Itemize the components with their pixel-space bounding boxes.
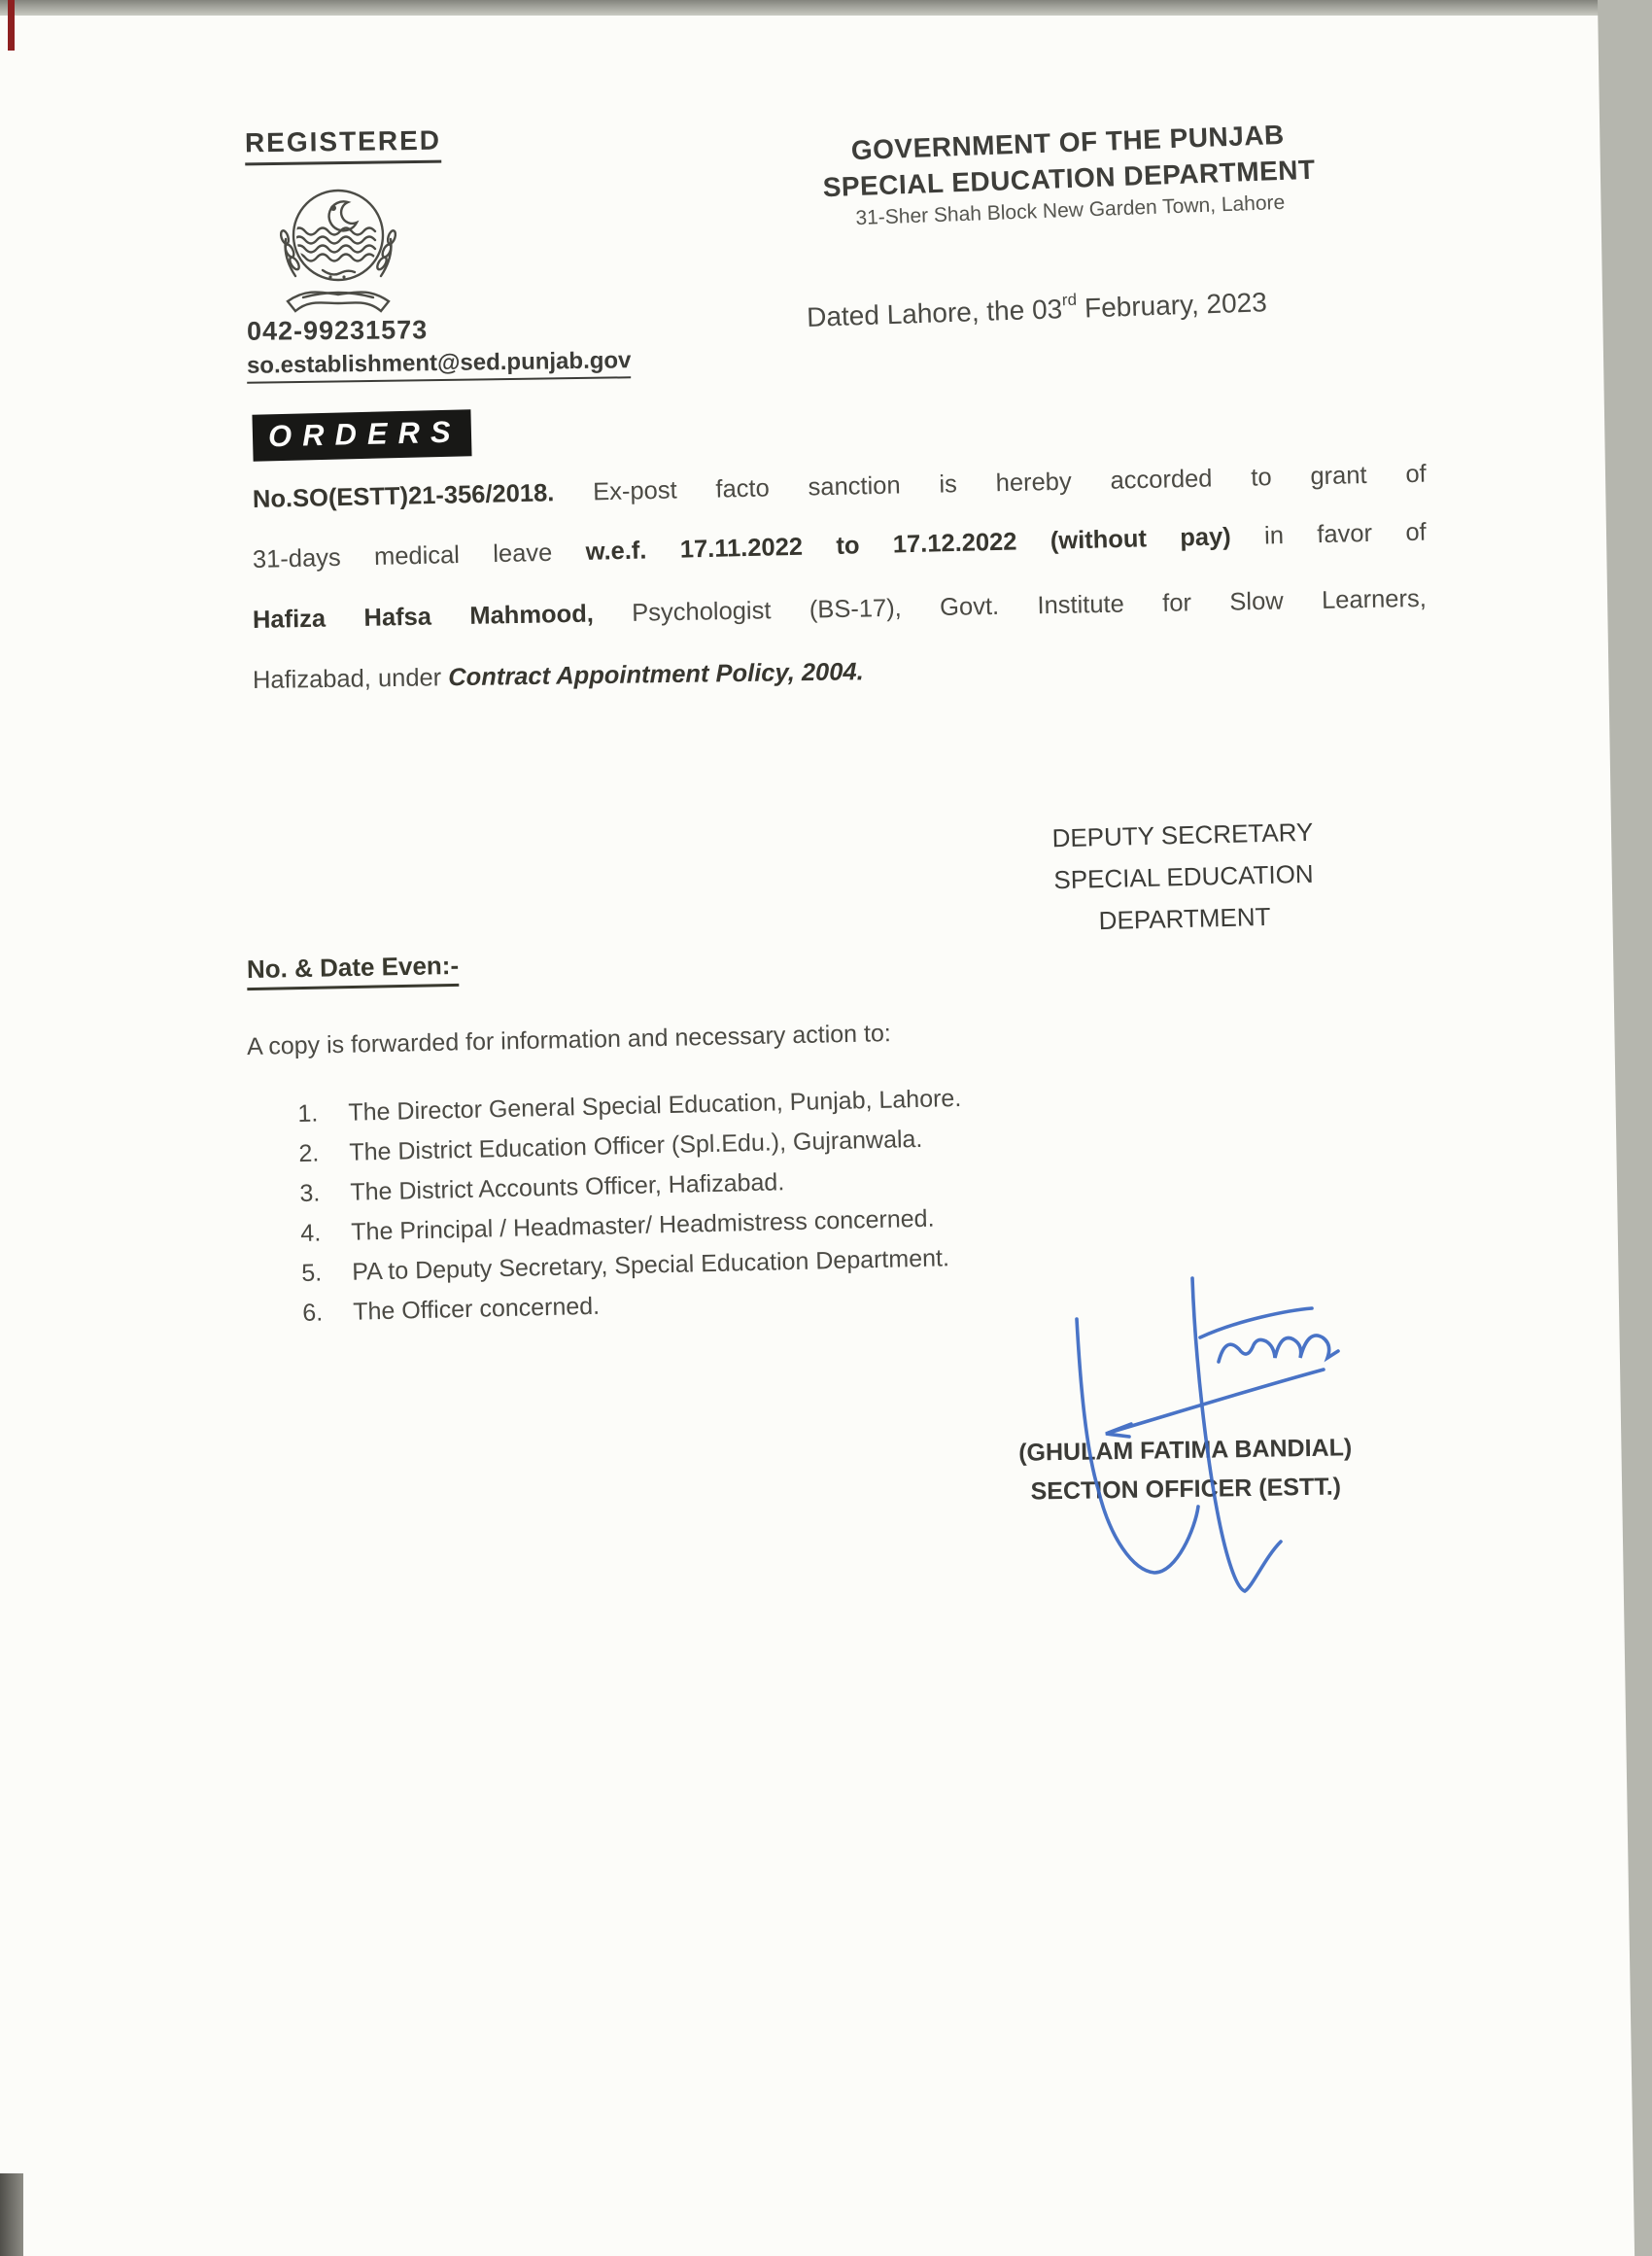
date-suffix: February, 2023 (1076, 287, 1268, 324)
order-line-1 (253, 459, 1427, 516)
list-item-number: 3. (299, 1179, 321, 1207)
registered-stamp: REGISTERED (245, 125, 442, 166)
list-item-number: 4. (300, 1219, 322, 1247)
number-date-even-heading: No. & Date Even:- (247, 951, 460, 990)
list-item-text: The Officer concerned. (352, 1292, 601, 1326)
order-line-2-pre: 31-days medical leave (252, 538, 553, 573)
order-line-3 (253, 583, 1427, 637)
punjab-government-crest-icon (274, 183, 402, 326)
phone-number: 042-99231573 (246, 315, 429, 346)
scan-edge-right (1598, 0, 1652, 2256)
date-prefix: Dated Lahore, the 03 (806, 294, 1063, 332)
order-line-2 (253, 517, 1427, 576)
government-title: GOVERNMENT OF THE PUNJAB (850, 119, 1286, 166)
scan-edge-top (0, 0, 1652, 16)
section-officer-name: (GHULAM FATIMA BANDIAL) (1017, 1434, 1353, 1467)
list-item-number: 1. (297, 1099, 319, 1128)
list-item-text: The Director General Special Education, Punjab, Lahore. (348, 1084, 962, 1127)
employee-name: Hafiza Hafsa Mahmood, (252, 600, 595, 634)
reference-number: No.SO(ESTT)21-356/2018. (252, 479, 555, 513)
list-item-text: PA to Deputy Secretary, Special Education Department. (351, 1244, 950, 1286)
list-item-number: 6. (301, 1299, 324, 1327)
order-body (252, 460, 1428, 725)
copy-forwarded-intro: A copy is forwarded for information and necessary action to: (246, 1020, 892, 1060)
signatory-line-3: DEPARTMENT (1098, 901, 1271, 936)
email-address: so.establishment@sed.punjab.gov (247, 347, 632, 384)
order-line-4 (253, 648, 1427, 697)
policy-name: Contract Appointment Policy, 2004. (448, 658, 864, 692)
list-item-text: The Principal / Headmaster/ Headmistress concerned. (351, 1204, 935, 1246)
list-item-number: 2. (298, 1139, 320, 1167)
cc-list (297, 1079, 967, 1334)
date-ordinal: rd (1061, 290, 1078, 310)
list-item-number: 5. (301, 1259, 323, 1287)
department-address: 31-Sher Shah Block New Garden Town, Lahore (855, 191, 1286, 230)
order-line-1-text: Ex-post facto sanction is hereby accorded to grant of (592, 460, 1428, 506)
order-line-3-text: Psychologist (BS-17), Govt. Institute for Slow Learners, (632, 584, 1428, 627)
orders-heading: ORDERS (252, 409, 471, 461)
list-item-text: The District Accounts Officer, Hafizabad. (350, 1168, 785, 1206)
date-line (807, 280, 1391, 333)
list-item-text: The District Education Officer (Spl.Edu.), Gujranwala. (349, 1125, 923, 1166)
signatory-designation-block (987, 810, 1379, 945)
scan-edge-bottom-left (0, 2173, 23, 2256)
scan-artifact-red-mark (8, 0, 15, 51)
order-line-2-post: in favor of (1263, 518, 1427, 550)
leave-period: w.e.f. 17.11.2022 to 17.12.2022 (without pay) (585, 523, 1232, 566)
section-officer-title: SECTION OFFICER (ESTT.) (1030, 1473, 1342, 1506)
section-officer-block (976, 1428, 1394, 1512)
signatory-line-2: SPECIAL EDUCATION (1053, 858, 1314, 895)
order-line-4-pre: Hafizabad, under (252, 664, 442, 694)
signatory-line-1: DEPUTY SECRETARY (1051, 816, 1314, 853)
department-letterhead (737, 113, 1400, 238)
department-title: SPECIAL EDUCATION DEPARTMENT (822, 154, 1317, 203)
